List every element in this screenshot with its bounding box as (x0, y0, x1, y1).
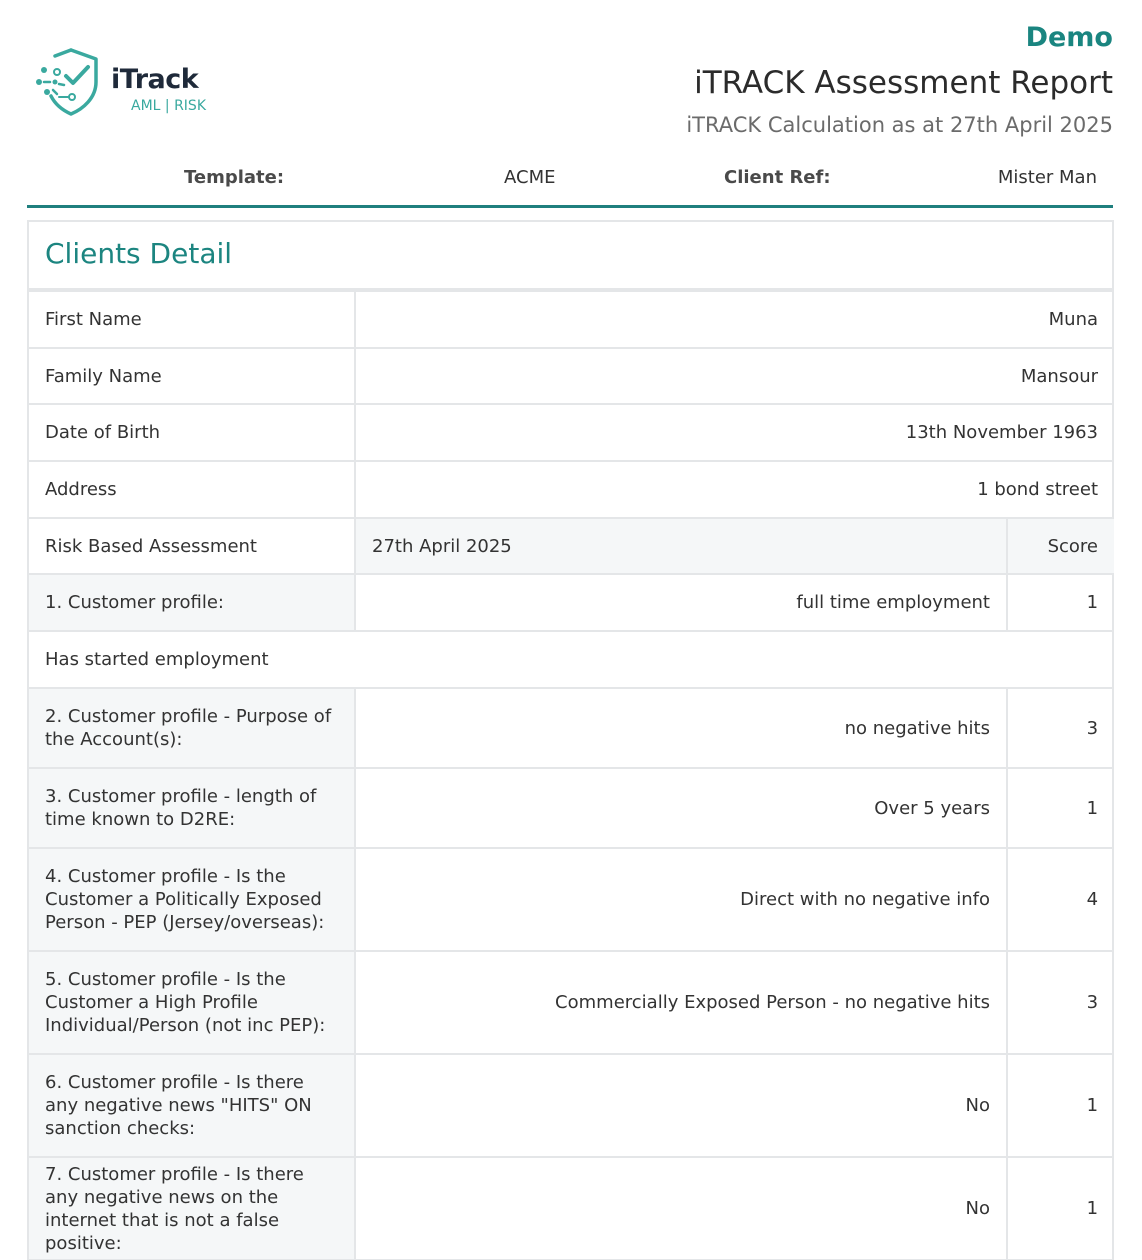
field-value: Muna (355, 291, 1114, 348)
section-title: Clients Detail (29, 222, 1112, 290)
client-ref-label: Client Ref: (724, 167, 831, 188)
field-value: Mansour (355, 348, 1114, 404)
question-label: 4. Customer profile - Is the Customer a Politically Exposed Person - PEP (Jersey/overseas): (29, 848, 355, 951)
report-subtitle: iTRACK Calculation as at 27th April 2025 (686, 113, 1113, 137)
question-row (29, 848, 1114, 951)
question-note: Has started employment (29, 631, 1114, 688)
assessment-header-row (29, 518, 1114, 574)
question-row (29, 951, 1114, 1054)
question-row (29, 1054, 1114, 1157)
clients-detail-panel (27, 220, 1114, 1260)
table-row (29, 348, 1114, 404)
question-row (29, 688, 1114, 768)
header-divider (27, 205, 1113, 208)
table-row (29, 291, 1114, 348)
question-score: 1 (1007, 574, 1114, 631)
question-answer: Commercially Exposed Person - no negative hits (355, 951, 1007, 1054)
clients-detail-table (29, 290, 1114, 1260)
question-row (29, 1157, 1114, 1260)
question-note-row (29, 631, 1114, 688)
table-row (29, 461, 1114, 518)
question-label: 5. Customer profile - Is the Customer a High Profile Individual/Person (not inc PEP): (29, 951, 355, 1054)
question-label: 1. Customer profile: (29, 574, 355, 631)
logo-name: iTrack (111, 64, 199, 95)
shield-check-icon (33, 46, 103, 118)
report-header (0, 0, 1142, 150)
report-info-row (27, 164, 1113, 194)
field-label: Family Name (29, 348, 355, 404)
question-score: 1 (1007, 1054, 1114, 1157)
question-score: 1 (1007, 1157, 1114, 1260)
question-answer: No (355, 1054, 1007, 1157)
question-label: 2. Customer profile - Purpose of the Account(s): (29, 688, 355, 768)
assessment-label: Risk Based Assessment (29, 518, 355, 574)
question-label: 3. Customer profile - length of time known to D2RE: (29, 768, 355, 848)
question-answer: Over 5 years (355, 768, 1007, 848)
question-answer: full time employment (355, 574, 1007, 631)
question-score: 1 (1007, 768, 1114, 848)
question-label: 6. Customer profile - Is there any negative news "HITS" ON sanction checks: (29, 1054, 355, 1157)
question-answer: No (355, 1157, 1007, 1260)
question-row (29, 768, 1114, 848)
template-label: Template: (184, 167, 285, 188)
score-header: Score (1007, 518, 1114, 574)
question-answer: no negative hits (355, 688, 1007, 768)
field-label: Address (29, 461, 355, 518)
field-label: Date of Birth (29, 404, 355, 461)
question-label: 7. Customer profile - Is there any negative news on the internet that is not a false positive: (29, 1157, 355, 1260)
client-ref-value: Mister Man (997, 167, 1097, 188)
report-title: iTRACK Assessment Report (694, 65, 1113, 101)
field-value: 1 bond street (355, 461, 1114, 518)
logo-subtitle: AML | RISK (131, 98, 206, 114)
assessment-date: 27th April 2025 (355, 518, 1007, 574)
table-row (29, 404, 1114, 461)
question-row (29, 574, 1114, 631)
demo-badge: Demo (1025, 22, 1113, 53)
template-value: ACME (504, 167, 556, 188)
field-label: First Name (29, 291, 355, 348)
question-score: 3 (1007, 951, 1114, 1054)
question-score: 3 (1007, 688, 1114, 768)
itrack-logo (33, 46, 223, 121)
field-value: 13th November 1963 (355, 404, 1114, 461)
question-score: 4 (1007, 848, 1114, 951)
question-answer: Direct with no negative info (355, 848, 1007, 951)
